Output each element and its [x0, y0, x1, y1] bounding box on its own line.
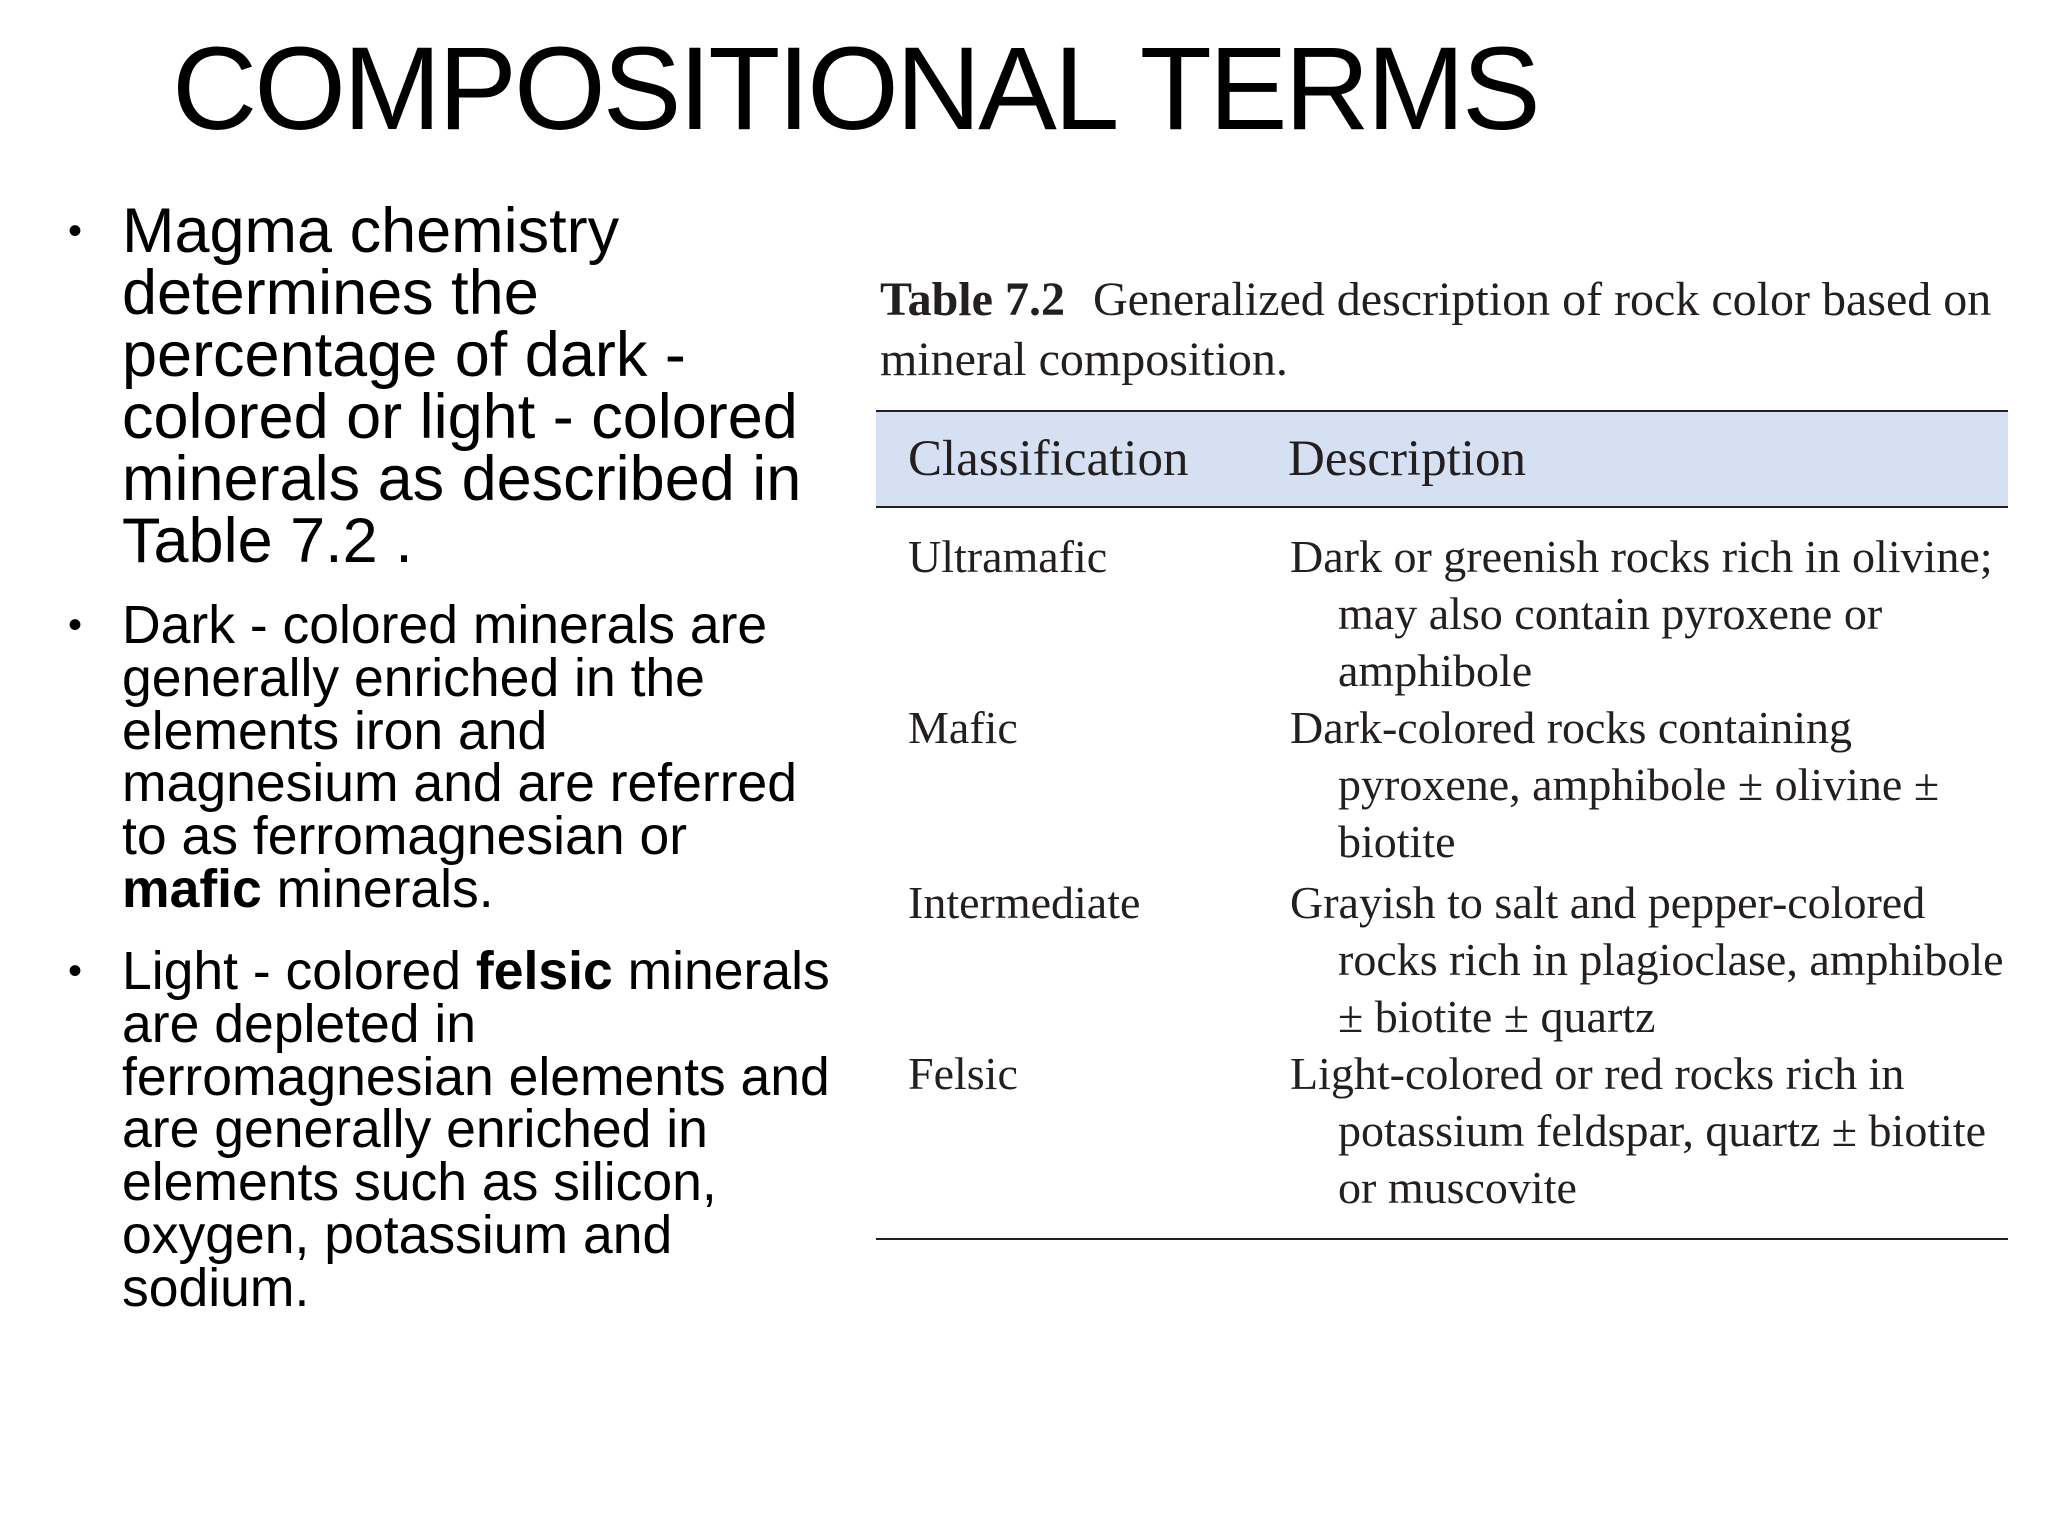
- bullet-text: minerals are depleted in ferromagnesian elements and are generally enriched in elements such as silicon, oxygen, potassium and sodium.: [122, 942, 830, 1318]
- description-cell: Dark-colored rocks containing pyroxene, amphibole ± olivine ± biotite: [1290, 702, 1940, 867]
- bullet-dot-icon: •: [68, 949, 83, 994]
- bullet-list: [68, 196, 830, 1318]
- bullet-light-minerals: [68, 942, 830, 1318]
- bullet-text: Magma chemistry determines the percentage of dark - colored or light - colored minerals as described in Table 7.2 .: [122, 196, 802, 577]
- table-row: [876, 1045, 2008, 1239]
- classification-cell: Mafic: [908, 702, 1018, 753]
- table-caption: [876, 270, 2008, 390]
- description-cell: Grayish to salt and pepper-colored rocks rich in plagioclase, amphibole ± biotite ± quartz: [1290, 877, 2004, 1042]
- bullet-bold-term: felsic: [475, 942, 613, 1002]
- column-header-classification: Classification: [876, 411, 1288, 507]
- classification-cell: Felsic: [876, 1045, 1288, 1239]
- table-figure: [876, 270, 2008, 1240]
- bullet-dot-icon: •: [68, 603, 83, 648]
- description-cell: Light-colored or red rocks rich in potassium feldspar, quartz ± biotite or muscovite: [1288, 1045, 2008, 1239]
- bullet-text: Light - colored: [122, 942, 476, 1002]
- classification-cell: Ultramafic: [908, 531, 1108, 582]
- table-header-row: [876, 411, 2008, 507]
- slide-title: COMPOSITIONAL TERMS: [172, 23, 1538, 155]
- bullet-bold-term: mafic: [122, 859, 262, 919]
- bullet-text: minerals.: [261, 859, 494, 919]
- bullet-dot-icon: •: [68, 209, 83, 253]
- bullet-text: Dark - colored minerals are generally enriched in the elements iron and magnesium and are referred to as ferromagnesian or: [122, 596, 798, 867]
- classification-cell: Intermediate: [908, 877, 1141, 928]
- bullet-dark-minerals: [68, 596, 830, 919]
- table-row: [876, 870, 2008, 1045]
- column-header-description: Description: [1288, 411, 2008, 507]
- table-caption-text: Generalized description of rock color based on mineral composition.: [880, 273, 1992, 386]
- table-caption-number: Table 7.2: [880, 273, 1065, 326]
- bullet-magma-chemistry: [68, 196, 830, 577]
- table-row: [876, 699, 2008, 870]
- rock-color-table: [876, 410, 2008, 1240]
- table-row: [876, 507, 2008, 699]
- description-cell: Dark or greenish rocks rich in olivine; may also contain pyroxene or amphibole: [1290, 531, 1993, 696]
